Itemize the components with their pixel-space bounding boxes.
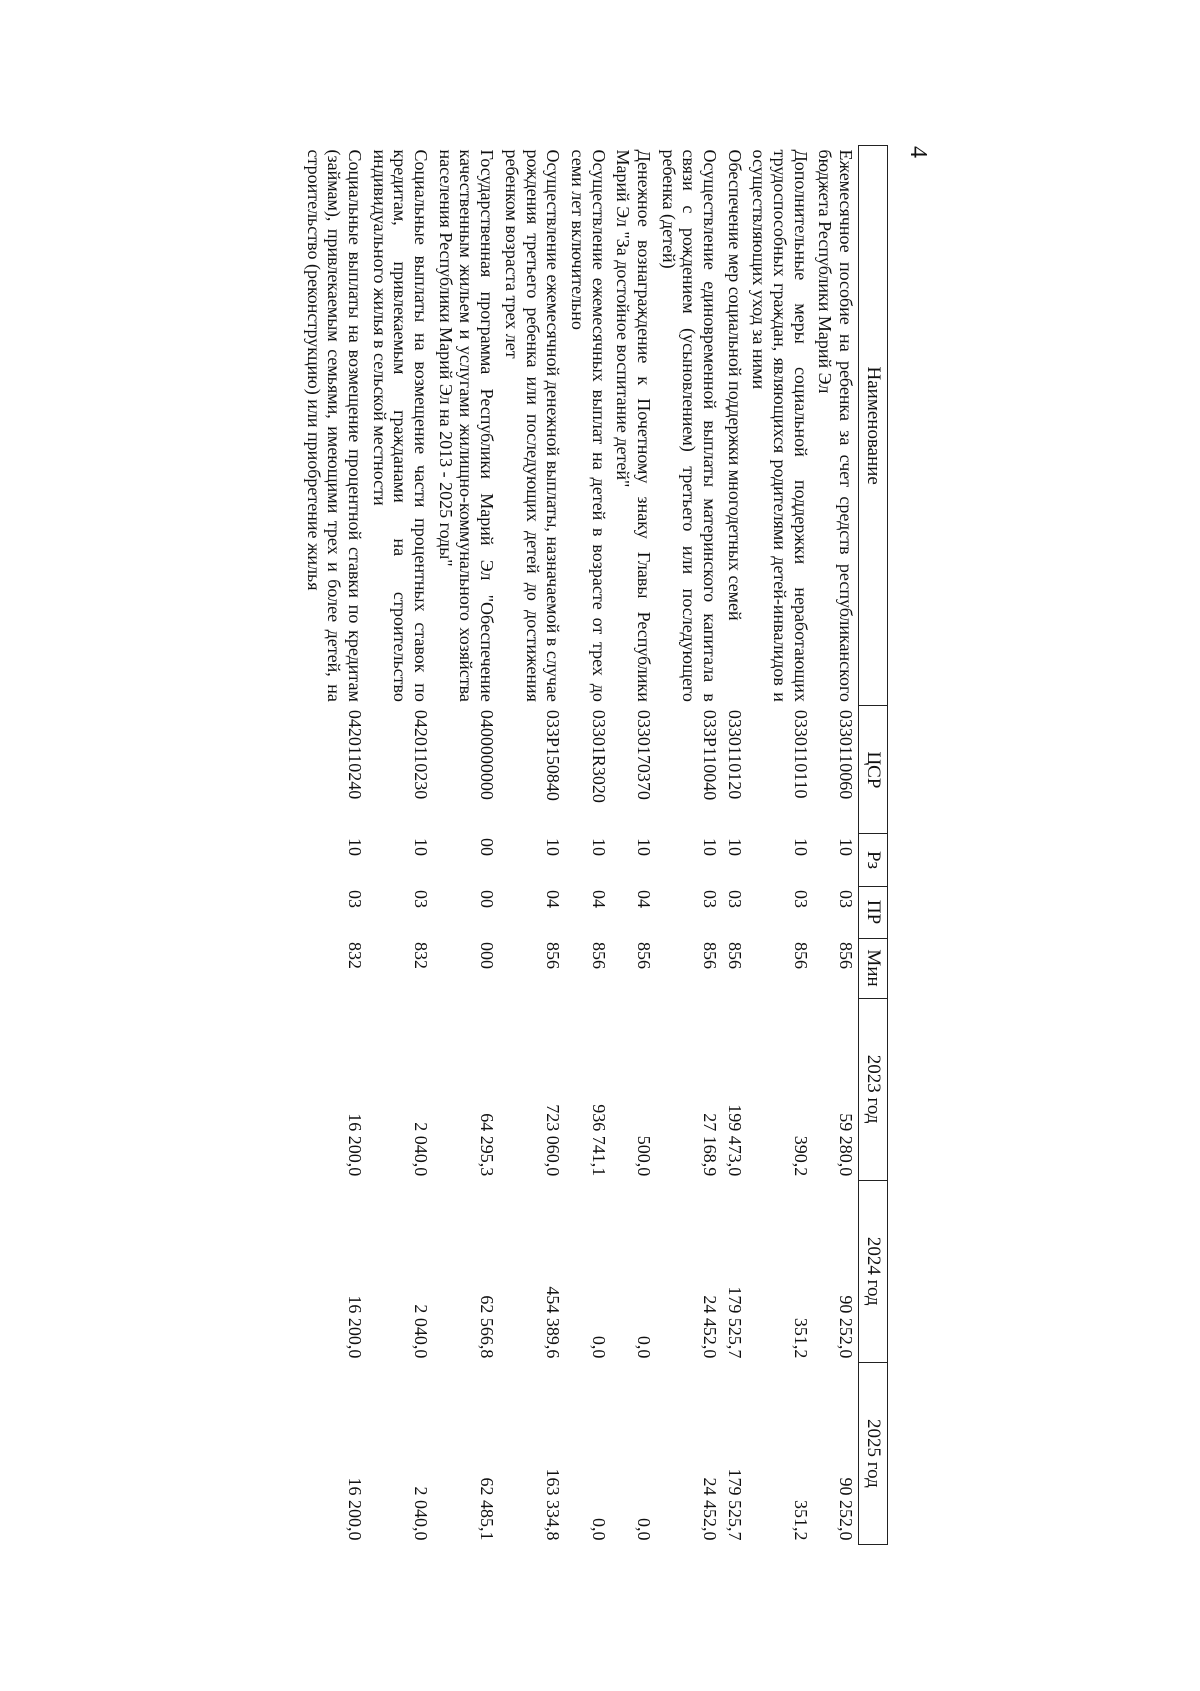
row-2025: 179 525,7 bbox=[724, 1468, 745, 1541]
row-2023: 64 295,3 bbox=[477, 1113, 498, 1177]
row-pr: 04 bbox=[588, 890, 609, 908]
row-2024: 0,0 bbox=[588, 1335, 609, 1359]
row-name: Социальные выплаты на возмещение процентной ставки по кредитам (займам), привлекаемым семьями, имеющими трех и более детей, на строительство (реконструкцию) или приобретение жилья bbox=[303, 149, 366, 702]
row-rz: 10 bbox=[411, 837, 432, 856]
row-min: 856 bbox=[700, 942, 721, 970]
row-csr: 033Р150840 bbox=[543, 709, 564, 801]
row-2025: 0,0 bbox=[633, 1518, 654, 1541]
row-min: 856 bbox=[633, 942, 654, 970]
row-csr: 03301R3020 bbox=[588, 709, 609, 803]
row-2023: 500,0 bbox=[633, 1135, 654, 1177]
row-2023: 2 040,0 bbox=[411, 1122, 432, 1177]
header-name: Наименование bbox=[859, 146, 888, 706]
row-2024: 24 452,0 bbox=[700, 1295, 721, 1359]
row-rz: 10 bbox=[700, 837, 721, 856]
table-row bbox=[565, 146, 610, 1545]
row-rz: 00 bbox=[477, 837, 498, 856]
row-csr: 0330110110 bbox=[790, 709, 811, 799]
row-rz: 10 bbox=[543, 837, 564, 856]
row-2025: 2 040,0 bbox=[411, 1486, 432, 1541]
row-csr: 0420110240 bbox=[345, 709, 366, 800]
row-2024: 2 040,0 bbox=[411, 1304, 432, 1359]
row-2023: 723 060,0 bbox=[543, 1104, 564, 1177]
row-name: Осуществление ежемесячных выплат на детей в возрасте от трех до семи лет включительно bbox=[567, 149, 609, 702]
table-row bbox=[813, 146, 859, 1545]
row-rz: 10 bbox=[836, 837, 857, 856]
row-2025: 163 334,8 bbox=[543, 1468, 564, 1541]
row-min: 856 bbox=[724, 942, 745, 970]
budget-table bbox=[301, 145, 888, 1545]
table-row bbox=[656, 146, 722, 1545]
row-2023: 390,2 bbox=[790, 1135, 811, 1177]
row-2023: 16 200,0 bbox=[345, 1113, 366, 1177]
table-row bbox=[499, 146, 565, 1545]
row-2024: 351,2 bbox=[790, 1317, 811, 1359]
header-2024: 2024 год bbox=[859, 1180, 888, 1362]
row-2025: 0,0 bbox=[588, 1518, 609, 1541]
row-pr: 03 bbox=[836, 890, 857, 908]
row-2023: 199 473,0 bbox=[724, 1104, 745, 1177]
row-name: Социальные выплаты на возмещение части процентных ставок по кредитам, привлекаемым гражданами на строительство индивидуального жилья в сельской местности bbox=[369, 149, 432, 702]
header-rz: Рз bbox=[859, 834, 888, 886]
row-2023: 27 168,9 bbox=[700, 1113, 721, 1177]
row-pr: 04 bbox=[543, 890, 564, 908]
row-pr: 03 bbox=[345, 890, 366, 908]
row-csr: 0330170370 bbox=[633, 709, 654, 800]
row-pr: 03 bbox=[790, 890, 811, 908]
row-2024: 90 252,0 bbox=[836, 1295, 857, 1359]
table-row bbox=[367, 146, 433, 1545]
row-2023: 59 280,0 bbox=[836, 1113, 857, 1177]
header-min: Мин bbox=[859, 938, 888, 998]
row-min: 856 bbox=[543, 942, 564, 970]
row-pr: 03 bbox=[411, 890, 432, 908]
table-header-row bbox=[859, 146, 888, 1545]
row-pr: 03 bbox=[700, 890, 721, 908]
header-2025: 2025 год bbox=[859, 1362, 888, 1544]
row-csr: 033Р110040 bbox=[700, 709, 721, 801]
row-name: Государственная программа Республики Марий Эл "Обеспечение качественным жильем и услугами жилищно-коммунального хозяйства населения Республики Марий Эл на 2013 - 2025 годы" bbox=[435, 149, 498, 702]
budget-table-rotated bbox=[188, 145, 888, 1545]
row-rz: 10 bbox=[345, 837, 366, 856]
header-csr: ЦСР bbox=[859, 706, 888, 834]
table-row bbox=[301, 146, 367, 1545]
row-2025: 24 452,0 bbox=[700, 1477, 721, 1541]
page-number: 4 bbox=[905, 146, 931, 158]
row-min: 832 bbox=[345, 942, 366, 970]
row-2025: 16 200,0 bbox=[345, 1477, 366, 1541]
table-row bbox=[747, 146, 813, 1545]
row-rz: 10 bbox=[724, 837, 745, 856]
row-pr: 03 bbox=[724, 890, 745, 908]
row-rz: 10 bbox=[588, 837, 609, 856]
row-2024: 454 389,6 bbox=[543, 1286, 564, 1359]
row-pr: 04 bbox=[633, 890, 654, 908]
header-pr: ПР bbox=[859, 886, 888, 938]
row-2025: 90 252,0 bbox=[836, 1477, 857, 1541]
row-2024: 0,0 bbox=[633, 1335, 654, 1359]
row-name: Денежное вознаграждение к Почетному знаку Главы Республики Марий Эл "За достойное воспитание детей" bbox=[613, 149, 654, 702]
header-2023: 2023 год bbox=[859, 998, 888, 1180]
row-rz: 10 bbox=[790, 837, 811, 856]
row-2024: 16 200,0 bbox=[345, 1295, 366, 1359]
row-min: 856 bbox=[790, 942, 811, 970]
row-min: 856 bbox=[588, 942, 609, 970]
row-name: Осуществление ежемесячной денежной выплаты, назначаемой в случае рождения третьего ребенка или последующих детей до достижения ребенком возраста трех лет bbox=[501, 149, 564, 702]
row-2024: 62 566,8 bbox=[477, 1295, 498, 1359]
row-csr: 0420110230 bbox=[411, 709, 432, 800]
table-row bbox=[722, 146, 747, 1545]
row-csr: 0400000000 bbox=[477, 709, 498, 800]
table-row bbox=[611, 146, 656, 1545]
table-row bbox=[433, 146, 499, 1545]
row-2023: 936 741,1 bbox=[588, 1104, 609, 1177]
row-name: Дополнительные меры социальной поддержки неработающих трудоспособных граждан, являющихся родителями детей-инвалидов и осуществляющих уход за ними bbox=[749, 149, 811, 702]
row-rz: 10 bbox=[633, 837, 654, 856]
row-2025: 62 485,1 bbox=[477, 1477, 498, 1541]
row-2024: 179 525,7 bbox=[724, 1286, 745, 1359]
row-name: Осуществление единовременной выплаты материнского капитала в связи с рождением (усыновлением) третьего или последующего ребенка (детей) bbox=[658, 149, 721, 702]
row-name: Обеспечение мер социальной поддержки многодетных семей bbox=[724, 149, 745, 621]
row-min: 832 bbox=[411, 942, 432, 970]
row-csr: 0330110120 bbox=[724, 709, 745, 800]
row-2025: 351,2 bbox=[790, 1500, 811, 1541]
row-csr: 0330110060 bbox=[836, 709, 857, 800]
row-min: 856 bbox=[836, 942, 857, 970]
row-min: 000 bbox=[477, 942, 498, 970]
row-pr: 00 bbox=[477, 890, 498, 908]
row-name: Ежемесячное пособие на ребенка за счет средств республиканского бюджета Республики Марий Эл bbox=[815, 149, 857, 702]
